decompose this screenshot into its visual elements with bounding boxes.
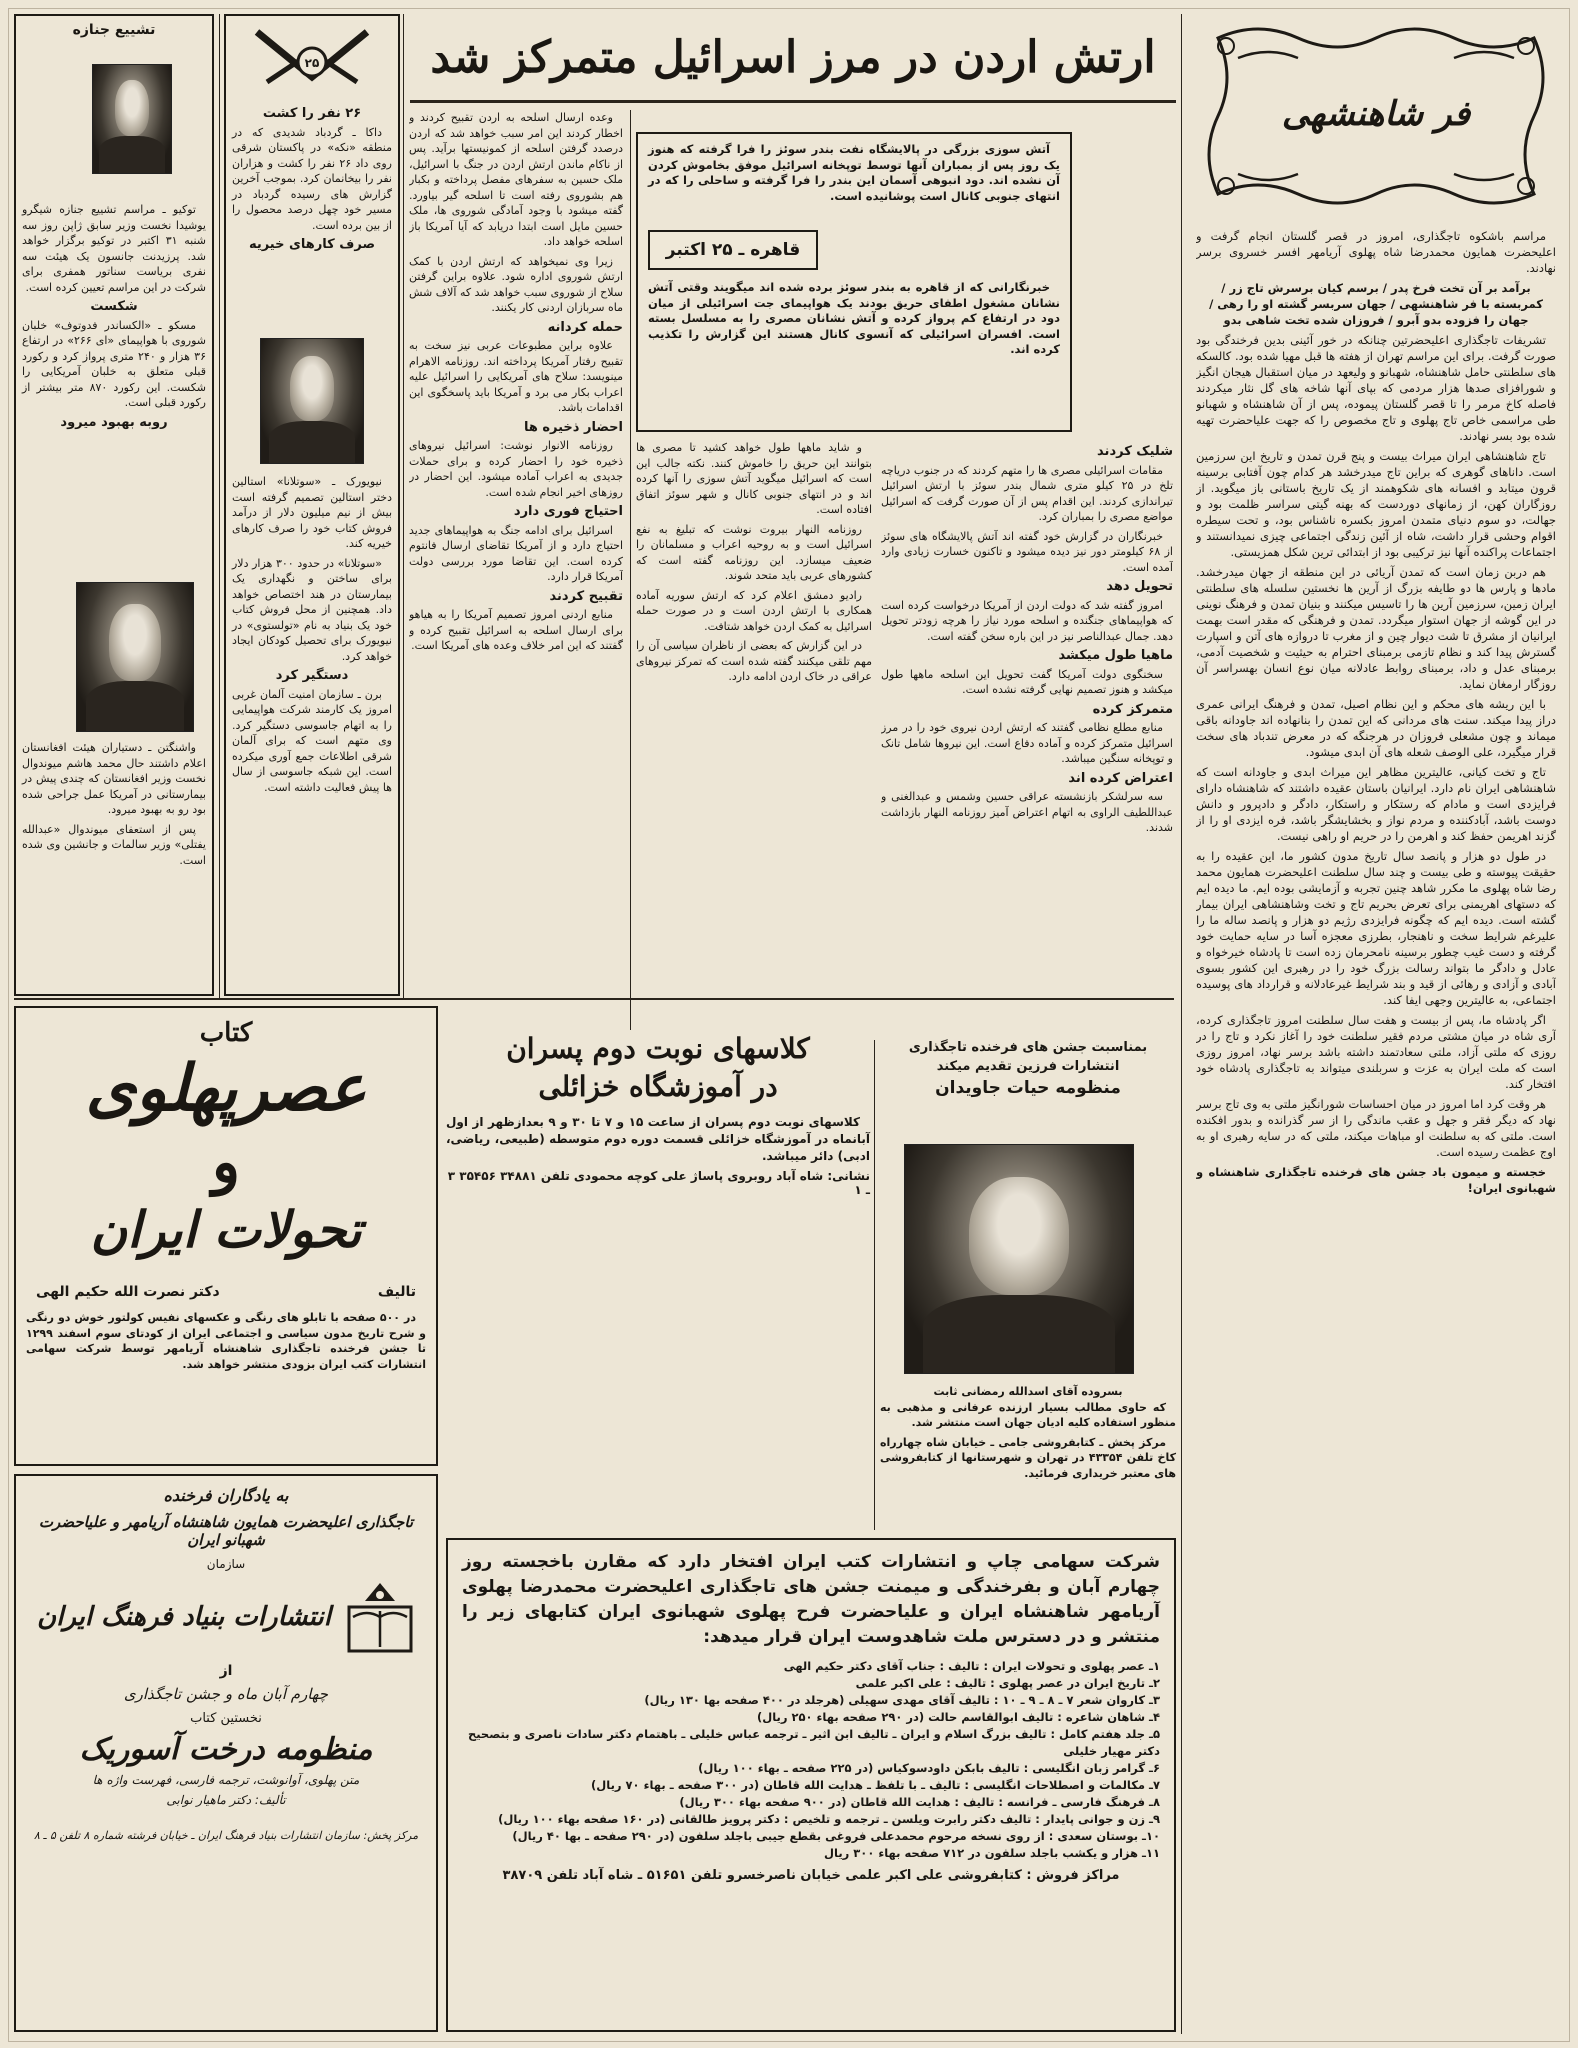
recovery-text: واشنگتن ـ دستیاران هیئت افغانستان اعلام داشتند حال محمد هاشم میوندوال نخست وزیر افغانستان که چندی پیش در بیمارستانی در آمریکا عمل جراحی شده بود رو به بهبود میرود. <box>22 741 206 816</box>
poem-line2: انتشارات فرزین تقدیم میکند <box>936 1059 1120 1074</box>
charity-heading: صرف کارهای خیریه <box>248 237 376 252</box>
farr-p1: مراسم باشکوه تاجگذاری، امروز در قصر گلستان انجام گرفت و اعلیحضرت همایون محمدرضا شاه پهلوی آریامهر افسر خسروی برسر نهادند. <box>1196 229 1556 275</box>
mid2-p1: و شاید ماهها طول خواهد کشید تا مصری ها بتوانند این حریق را خاموش کنند. نکته جالب این است که اسرائیل میگوید آتش سوزی را آنها کرده اند و در انتهای جنوبی کانال و شهر سوئز اتفاق افتاده است. <box>636 441 872 516</box>
charity-text-2: «سوتلانا» در حدود ۳۰۰ هزار دلار برای ساختن و نگهداری یک بیمارستان در هند اختصاص خواهد داد. همچنین از محل فروش کتاب خود یک بنیاد به نام «تولستوی» در نیویورک برای تحصیل کودکان ایجاد خواهد کرد. <box>232 556 392 663</box>
mid2-p3: رادیو دمشق اعلام کرد که ارتش سوریه آماده همکاری با ارتش اردن است و در صورت حمله اسرائیل به کمک اردن خواهد شتافت. <box>636 588 872 633</box>
jordan-h1: حمله کردانه <box>547 319 623 335</box>
tornado-heading: ۲۶ نفر را کشت <box>262 106 362 121</box>
photo-svetlana <box>260 338 364 464</box>
jordan-p3: علاوه براین مطبوعات عربی نیز سخت به تقبیح رفتار آمریکا پرداخته اند. روزنامه الاهرام مینویسد: سلاح های آمریکایی را اسرائیل علیه اعراب بکار می برد و آمریکا باید پاسخگوی این اقدامات باشد. <box>409 339 623 414</box>
publisher-item: ۱۰ـ بوستان سعدی : از روی نسخه مرحوم محمدعلی فروغی بقطع جیبی باجلد سلفون (در ۲۹۰ صفحه ـ بها ۴۰ ریال) <box>512 1829 1160 1843</box>
gift-from: از <box>219 1663 233 1679</box>
publisher-item: ۹ـ زن و جوانی پایدار : تالیف دکتر رابرت ویلسن ـ ترجمه و تلخیص : دکتر پرویز طالقانی (در ۱۶۰ صفحه بهاء ۱۰۰ ریال) <box>498 1812 1160 1826</box>
book-ad-author: دکتر نصرت الله حکیم الهی <box>36 1284 220 1300</box>
middle-h2: تحویل دهد <box>1106 579 1173 594</box>
column-rule <box>630 110 631 1030</box>
farr-p8: اگر پادشاه ما، پس از بیست و هفت سال سلطنت امروز تاجگذاری کرده، آری شاه در میان مشتی مردم فقیر سلطنت خود را آغاز نکرد و تاج را در روزی که ملتی آزاد، ملتی سعادتمند داشته باشد برسر نهاد، امروز روزی است که ملت ایران به عزت و سربلندی میتواند به تاجگذاری پادشاه خود افتخار کند. <box>1196 1013 1556 1091</box>
farr-article <box>1188 14 1564 2034</box>
gift-desc: متن پهلوی، آوانوشت، ترجمه فارسی، فهرست واژه ها <box>92 1773 360 1787</box>
poem-ad <box>880 1040 1176 1526</box>
cairo-dateline: قاهره ـ ۲۵ اکتبر <box>648 230 818 270</box>
funeral-text: توکیو ـ مراسم تشییع جنازه شیگرو یوشیدا نخست وزیر سابق ژاپن روز سه شنبه ۳۱ اکتبر در توکیو برگزار خواهد شد. پرزیدنت جانسون یک هیئت سه نفری بریاست سناتور همفری برای شرکت در این مراسم تعیین کرده است. <box>22 203 206 294</box>
publisher-item: ۳ـ کاروان شعر ۷ ـ ۸ ـ ۹ ـ ۱۰ : تالیف آقای مهدی سهیلی (هرجلد در ۴۰۰ صفحه بها ۱۳۰ ریال) <box>644 1693 1160 1707</box>
farr-p7: در طول دو هزار و پانصد سال تاریخ مدون کشور ما، این عقیده را به حقیقت پیوسته و طی بیست و چند سال سلطنت اعلیحضرت همایون محمد رضا شاه پهلوی ما مکرر شاهد چنین تجربه و آزمایشی بوده ایم. ما دیده ایم که دستهای اهریمنی برای تعرض بحریم تاج و تخت وشاهنشاهی ایران بیمار گشته است. دیده ایم که چگونه فرایزدی رژیم دو هزار و پانصد ساله ما را علیرغم شرایط سخت و ناهنجار، بطرزی معجزه آسا در سایه حمایت خود گرفته و دست غیب چطور برسینه نامحرمان زده است تا پادشاه خیرخواه و عادل و دادگر ما بتواند رسالت بزرگ خود را در رهبری این کشور بسوی آبادی و آزادی و رهائی از قید و بند شرایط غیرعادلانه و قرارداد های پوسیده اجتماعی، به عالیترین وجهی ایفا کند. <box>1196 849 1556 1007</box>
middle-p2: خبرنگاران در گزارش خود گفته اند آتش پالایشگاه های سوئز از ۶۸ کیلومتر دور نیز دیده میشود و تاکنون خسارت زیادی وارد آمده است. <box>881 529 1173 574</box>
jordan-p5: اسرائیل برای ادامه جنگ به هواپیماهای جدید احتیاج دارد و از آمریکا تقاضای ارسال فانتوم کرده است. این تقاضا مورد بررسی دولت آمریکا قرار دارد. <box>409 523 623 583</box>
middle-h1: شلیک کردند <box>1097 444 1173 459</box>
mid2-p4: در این گزارش که بعضی از ناظران سیاسی آن را مهم تلقی میکنند گفته شده است که تمرکز نیروهای عراقی در خاک اردن ادامه دارد. <box>636 639 872 683</box>
publisher-item: ۱۱ـ هزار و یکشب باجلد سلفون در ۷۱۲ صفحه بهاء ۳۰۰ ریال <box>824 1846 1160 1860</box>
jordan-p1: وعده ارسال اسلحه به اردن تقبیح کردند و اخطار کردند این امر سبب خواهد شد که اردن درصدد گرفتن اسلحه از کمونیستها برآید. پس از ناکام ماندن ارتش اردن در جنگ با اسرائیل، ملک حسین به سفرهای مفصل پرداخته و بکبار هم بشوروی رفته است تا اسلحه گیر بیاورد. گفته میشود با وجود آمادگی شوروی ها، ملک حسین مایل است ابتدا دریابد که آیا آمریکا باز اسلحه خواهد داد. <box>409 111 623 248</box>
publisher-item: ۷ـ مکالمات و اصطلاحات انگلیسی : تالیف ـ با تلفظ ـ هدایت الله قاطان (در ۳۰۰ صفحه ـ بهاء ۷۰ ریال) <box>591 1778 1160 1792</box>
charity-text: نیویورک ـ «سوتلانا» استالین دختر استالین تصمیم گرفته است بیش از نیم میلیون دلار از درآمد فروش کتاب خود را صرف کارهای خیریه کند. <box>232 475 392 550</box>
book-ad-title2: و <box>211 1128 240 1196</box>
farr-p6: تاج و تخت کیانی، عالیترین مظاهر این میراث ابدی و جاودانه است که شاهنشاهی ایران نام دارد. ایرانیان باستان عقیده داشتند که شاهنشاه دارای فرایزدی است و مادام که رستکار و راستکار، دادگر و دادپرور و دانش دوست باشد، آبادکننده و مردم نواز و بخشایشگر باشد، فره ایزدی او را از گزند اهریمن حفظ کند و اهرمن را در حریم او راهی نیست. <box>1196 765 1556 843</box>
farr-p3: تاج شاهنشاهی ایران میراث بیست و پنج قرن تمدن و تاریخ این سرزمین است. داناهای گوهری که براین تاج میدرخشد هر کدام چون آفتابی برسینه قرون میتابد و افسانه های شکوهمند از یک تاریخ باستانی باز میگوید. از روزگاران کهن، از زمانهای دوردست که بهنه گیتی سراسر ظلمت بود و جهالت، دو سوم دنیای متمدن امروز بکسره ناشناس بود، و تحت سیطره اقوام وحشی قرار داشت، شاه از آئین زندگی اجتماعی چیزی نمیدانستند و اجتماعات پراکنده آنها نیز ترکیبی بود از ابتدائی ترین شکل همزیستی. <box>1196 449 1556 559</box>
middle-p4: سخنگوی دولت آمریکا گفت تحویل این اسلحه ماهها طول میکشد و هنوز تصمیم نهایی گرفته نشده است. <box>881 667 1173 696</box>
jordan-p6: منابع اردنی امروز تصمیم آمریکا را به هیاهو برای ارسال اسلحه به اسرائیل تقبیح کرده و گفتند که این امر خلاف وعده های آمریکا است. <box>409 608 623 652</box>
middle-h4: متمرکز کرده <box>1092 701 1173 717</box>
farr-verse: برآمد بر آن تخت فرخ پدر / برسم کیان برسرش تاج زر / کمربسته با فر شاهنشهی / جهان سربسر گشته او را رهی / جهان را فزوده بدو آبرو / فروزان شده تخت شاهی بدو <box>1209 281 1543 327</box>
broken-heading: شکست <box>90 299 138 314</box>
poem-dist: مرکز پخش ـ کتابفروشی جامی ـ خیابان شاه چهارراه کاخ تلفن ۴۳۳۵۴ در تهران و شهرستانها از کتابفروشی های معتبر خریداری فرمائید. <box>880 1435 1176 1480</box>
arrest-heading: دستگیر کرد <box>275 668 349 683</box>
publisher-list <box>462 1658 1160 1862</box>
middle-p6: سه سرلشکر بازنشسته عراقی حسین وشمس و عبدالغنی و عبداللطیف الراوی به اتهام اعتراض آمیز روزنامه النهار بازداشت شدند. <box>881 790 1173 834</box>
jordan-p4: روزنامه الانوار نوشت: اسرائیل نیروهای ذخیره خود را احضار کرده و برای حملات جدیدی به اعراب آماده میشود. این احضار در روزهای اخیر انجام شده است. <box>409 439 623 499</box>
cairo-text-2: خبرنگارانی که از قاهره به بندر سوئز برده شده اند میگویند وقتی آتش نشانان مشغول اطفای حریق بودند یک هواپیمای جت اسرائیلی از میان دود در ارتفاع کم پرواز کرده و آتش نشانان مصری را به مسلسل بسته است. افسران اسرائیلی که آنسوی کانال هستند این گزارش را تکذیب کرده اند. <box>648 280 1060 356</box>
school-title2: در آموزشگاه خزائلی <box>538 1070 778 1103</box>
arrest-text: برن ـ سازمان امنیت آلمان غربی امروز یک کارمند شرکت هواپیمایی را به اتهام جاسوسی دستگیر کرد. وی متهم است که برای آلمان شرقی اطلاعات جمع آوری میکرده است. این شبکه جاسوسی از سال ها پیش فعالیت داشته است. <box>232 687 392 794</box>
jahan-logo-icon <box>247 22 377 102</box>
jordan-h4: تقبیح کردند <box>549 588 623 604</box>
gift-org-label: سازمان <box>206 1557 246 1571</box>
farr-p10: خجسته و میمون باد جشن های فرخنده تاجگذاری شاهنشاه و شهبانوی ایران! <box>1196 1165 1556 1195</box>
gift-line2: تاجگذاری اعلیحضرت همایون شاهنشاه آریامهر و علیاحضرت شهبانو ایران <box>38 1513 414 1549</box>
jordan-article <box>409 110 623 994</box>
cairo-text: آتش سوزی بزرگی در پالایشگاه نفت بندر سوئز را فرا گرفته که هنوز یک روز پس از بمباران آنها توسط توپخانه اسرائیل موفق بخاموش کردن آن نشده اند. دود انبوهی آسمان این بندر را فرا گرفته و ساحلی را که در انتهای جنوبی کانال است پوشانیده است. <box>648 142 1060 203</box>
middle-h5: اعتراض کرده اند <box>1068 770 1173 786</box>
tornado-text: داکا ـ گردباد شدیدی که در منطقه «نکه» در پاکستان شرقی روی داد ۲۶ نفر را کشت و هزاران نفر را بیخانمان کرد. بموجب آخرین گزارش های رسیده گردباد در مسیر خود چهل درصد محصول را از بین برده است. <box>232 125 392 232</box>
gift-sub: چهارم آبان ماه و جشن تاجگذاری <box>123 1685 329 1703</box>
middle-p5: منابع مطلع نظامی گفتند که ارتش اردن نیروی خود را در مرز اسرائیل متمرکز کرده و آماده دفاع است. این نیروها شامل تانک و توپخانه سنگین میباشد. <box>881 721 1173 765</box>
book-ad-kitab: کتاب <box>199 1018 253 1048</box>
publisher-item: ۲ـ تاریخ ایران در عصر پهلوی : تالیف : علی اکبر علمی <box>855 1676 1160 1690</box>
photo-yoshida <box>92 64 172 174</box>
book-ad-title3: تحولات ایران <box>90 1200 362 1259</box>
poem-line1: بمناسبت جشن های فرخنده تاجگذاری <box>908 1040 1148 1055</box>
column-rule <box>874 1040 875 1530</box>
gift-nokhost: نخستین کتاب <box>190 1711 262 1726</box>
horizontal-rule <box>14 998 1174 1000</box>
middle-p1: مقامات اسرائیلی مصری ها را متهم کردند که در جنوب دریاچه تلخ در ۲۵ کیلو متری شمال بندر سوئز با ارتش اسرائیل تیراندازی کردند. این اقدام پس از آن صورت گرفت که اسرائیل مواضع مصری را بمباران کرد. <box>881 463 1173 523</box>
school-title1: کلاسهای نوبت دوم پسران <box>506 1032 810 1065</box>
broken-text: مسکو ـ «الکساندر فدوتوف» خلبان شوروی با هواپیمای «ای ۲۶۶» در ارتفاع ۳۶ هزار و ۲۴۰ متری پرواز کرد و رکورد قبلی متعلق به خلبان آمریکایی را شکست. این رکورد ۸۷۰ متر بیشتر از رکورد قبلی است. <box>22 318 207 409</box>
publisher-item: ۴ـ شاهان شاعره : تالیف ابوالقاسم حالت (در ۲۹۰ صفحه بهاء ۲۵۰ ریال) <box>756 1710 1160 1724</box>
publisher-item: ۵ـ جلد هفتم کامل : تالیف بزرگ اسلام و ایران ـ تالیف ابن اثیر ـ ترجمه عباس خلیلی ـ باهتمام دکتر سادات ناصری و بتصحیح دکتر مهیار خلیلی <box>467 1727 1160 1758</box>
book-ad-author-label: تالیف <box>377 1284 416 1300</box>
farr-title: فر شاهنشهی <box>1281 94 1471 134</box>
publisher-item: ۶ـ گرامر زبان انگلیسی : تالیف بابکن داودسوکیاس (در ۲۲۵ صفحه ـ بهاء ۱۰۰ ریال) <box>698 1761 1160 1775</box>
column-rule <box>1181 14 1182 2034</box>
recovery-text-2: پس از استعفای میوندوال «عبدالله یفتلی» وزیر سالمات و جانشین وی شده است. <box>22 822 206 867</box>
farr-p9: هر وقت کرد اما امروز در میان احساسات شورانگیز ملتی به وی تاج برسر نهاد که دیگر فقر و جهل و عقب ماندگی را از سر گذرانده و بدور افکنده است. ملتی که به سلطنت او مباهات میکند، ملتی که در سایه رهبری او به اوج عظمت رسیده است. <box>1196 1097 1556 1159</box>
publisher-item: ۸ـ فرهنگ فارسی ـ فرانسه : تالیف : هدایت الله قاطان (در ۹۰۰ صفحه بهاء ۳۰۰ ریال) <box>679 1795 1160 1809</box>
poem-title: منظومه حیات جاویدان <box>935 1078 1121 1098</box>
poem-caption: بسروده آقای اسدالله رمضانی ثابت <box>933 1385 1123 1398</box>
mid2-article <box>636 440 872 996</box>
farr-p2: تشریفات تاجگذاری اعلیحضرتین چنانکه در خور آئینی بدین فرخندگی بود صورت گرفت. برای این مراسم تهران از هفته ها قبل مهیا شده بود. کالسکه های سلطنتی حامل شاهنشاه، شهبانو و ولیعهد در میان استقبال هیجان انگیز و شورافزای صدها هزار مردمی که بپای آنها شاخه های گل نثار میکردند فاصله کاخ مرمر را تا قصر گلستان پیموده، پس از آن شاهنشاه و شهبانو طی مراسمی خاص تاج پهلوی و تاج مخصوص را که جهت علیاحضرت تهیه شده بود بسر نهادند. <box>1196 333 1556 443</box>
book-ad-asr-pahlavi <box>14 1006 438 1466</box>
school-address: نشانی: شاه آباد روبروی پاساژ علی کوچه محمودی تلفن ۳۴۸۸۱ ۳۵۴۵۶ ۳ ـ ۱ <box>447 1169 870 1197</box>
column-rule <box>219 14 220 999</box>
main-headline: ارتش اردن در مرز اسرائیل متمرکز شد <box>430 32 1156 83</box>
gift-title: منظومه درخت آسوریک <box>79 1732 373 1767</box>
book-ad-desc: در ۵۰۰ صفحه با تابلو های رنگی و عکسهای نفیس کولتور خوش دو رنگی و شرح تاریخ مدون سیاسی و اجتماعی ایران از کودتای سوم اسفند ۱۲۹۹ تا جشن فرخنده تاجگذاری شاهنشاه آریامهر توسط شرکت سهامی انتشارات کتب ایران بزودی منتشر خواهد شد. <box>26 1311 426 1371</box>
publisher-ad <box>446 1538 1176 2032</box>
photo-ramezani <box>904 1144 1134 1374</box>
publisher-item: ۱ـ عصر پهلوی و تحولات ایران : تالیف : جناب آقای دکتر حکیم الهی <box>783 1659 1160 1673</box>
gift-line1: به یادگاران فرخنده <box>163 1486 289 1505</box>
gift-footer: مرکز پخش: سازمان انتشارات بنیاد فرهنگ ایران ـ خیابان فرشته شماره ۸ تلفن ۵ ـ ۸ <box>33 1829 419 1842</box>
photo-maiwandwal <box>76 582 194 732</box>
publisher-head: شرکت سهامی چاپ و انتشارات کتب ایران افتخار دارد که مقارن باخجسته روز چهارم آبان و بفرخندگی و میمنت جشن های تاجگذاری اعلیحضرت محمدرضا پهلوی آریامهر شاهنشاه ایران و علیاحضرت فرح پهلوی شهبانوی ایران کتابهای زیر را منتشر و در دسترس ملت شاهدوست ایران قرار میدهد: <box>462 1552 1160 1647</box>
recovery-heading: روبه بهبود میرود <box>60 414 168 430</box>
farr-p4: هم دربن زمان است که تمدن آریائی در این منطقه از جهان میدرخشد. مادها و پارس ها دو طایفه بزرگ از آرین ها نخستین سلسله های سلطنتی ایران زمین، سرزمین آرین ها را تاسیس میکنند و بنیان تمدن و فرهنگ نوینی در این گوشه از جهان استوار میگردد. تمدن و فرهنگی که مقدر است بهمت ایرانیان از مشرق تا شت دیوار چین و از مغرب تا دروازه های آتن و اسپارت گسترش پیدا کند و نظام تازمی برمبنای احترام به حیثیت و شخصیت آدمی، برمبنای عدل و داد، برمبنای روابط عادلانه میان نوع انسان بهسراسر آن روزگار ارمغان نماید. <box>1196 565 1556 691</box>
middle-p3: امروز گفته شد که دولت اردن از آمریکا درخواست کرده است که هواپیماهای جنگنده و اسلحه مورد نیاز را هرچه زودتر تحویل دهد. جمال عبدالناصر نیز در این باره سخن گفته است. <box>881 598 1173 643</box>
middle-h3: ماهیا طول میکشد <box>1058 648 1173 663</box>
mid2-p2: روزنامه النهار بیروت نوشت که تبلیغ به نفع اسرائیل است و به روحیه اعراب و مسلمانان را ضعیف میسازد. این روزنامه گفته است که کشورهای عربی باید متحد شوند. <box>636 522 872 582</box>
column-rule <box>403 14 404 999</box>
school-text: کلاسهای نوبت دوم پسران از ساعت ۱۵ و ۷ تا ۳۰ و ۹ بعدازظهر از اول آبانماه در آموزشگاه خزائلی قسمت دوره دوم متوسطه (طبیعی، ریاضی، ادبی) دائر میباشد. <box>446 1115 870 1163</box>
headline-rule <box>410 100 1176 103</box>
jordan-h2: احضار ذخیره ها <box>523 419 623 435</box>
gift-author: تألیف: دکتر ماهیار نوابی <box>166 1793 286 1807</box>
gift-ad-bonyad <box>14 1474 438 2032</box>
news-briefs-box <box>14 14 214 996</box>
jordan-p2: زیرا وی نمیخواهد که ارتش اردن با کمک ارتش شوروی اداره شود. علاوه براین گرفتن سلاح از شوروی سبب خواهد شد که آلاف شش ماه سربازان اردنی کار یکنند. <box>409 254 623 314</box>
bonyad-emblem-icon <box>345 1577 415 1657</box>
poem-desc: که حاوی مطالب بسیار ارزنده عرفانی و مذهبی به منظور استفاده کلیه ادیان جهان است منتشر شد. <box>880 1400 1176 1429</box>
world-news-box <box>224 14 400 996</box>
funeral-heading: تشییع جنازه <box>72 22 156 38</box>
school-ad <box>446 1030 870 1230</box>
cairo-box <box>636 132 1072 432</box>
gift-org: انتشارات بنیاد فرهنگ ایران <box>37 1602 331 1632</box>
jordan-h3: احتیاج فوری دارد <box>513 504 623 519</box>
book-ad-title1: عصرپهلوی <box>85 1051 367 1126</box>
middle-article <box>881 440 1173 996</box>
farr-p5: با این ریشه های محکم و این نظام اصیل، تمدن و فرهنگ ایرانی عمری دراز پیدا میکند. سنت های مردانی که این تمدن را بنانهاده اند جاودانه باقی میماند و چون مشعلی فروزان در هرجنگه که در معرض تندباد های سخت قرار میگیرد، علی الوصف شعله های آن ابدی میشود. <box>1196 697 1556 759</box>
svg-text:۲۵: ۲۵ <box>304 56 320 70</box>
publisher-sales: مراکز فروش : کتابفروشی علی اکبر علمی خیابان ناصرخسرو تلفن ۵۱۶۵۱ ـ شاه آباد تلفن ۳۸۷۰۹ <box>502 1868 1120 1883</box>
farr-ornament-frame <box>1198 18 1554 214</box>
